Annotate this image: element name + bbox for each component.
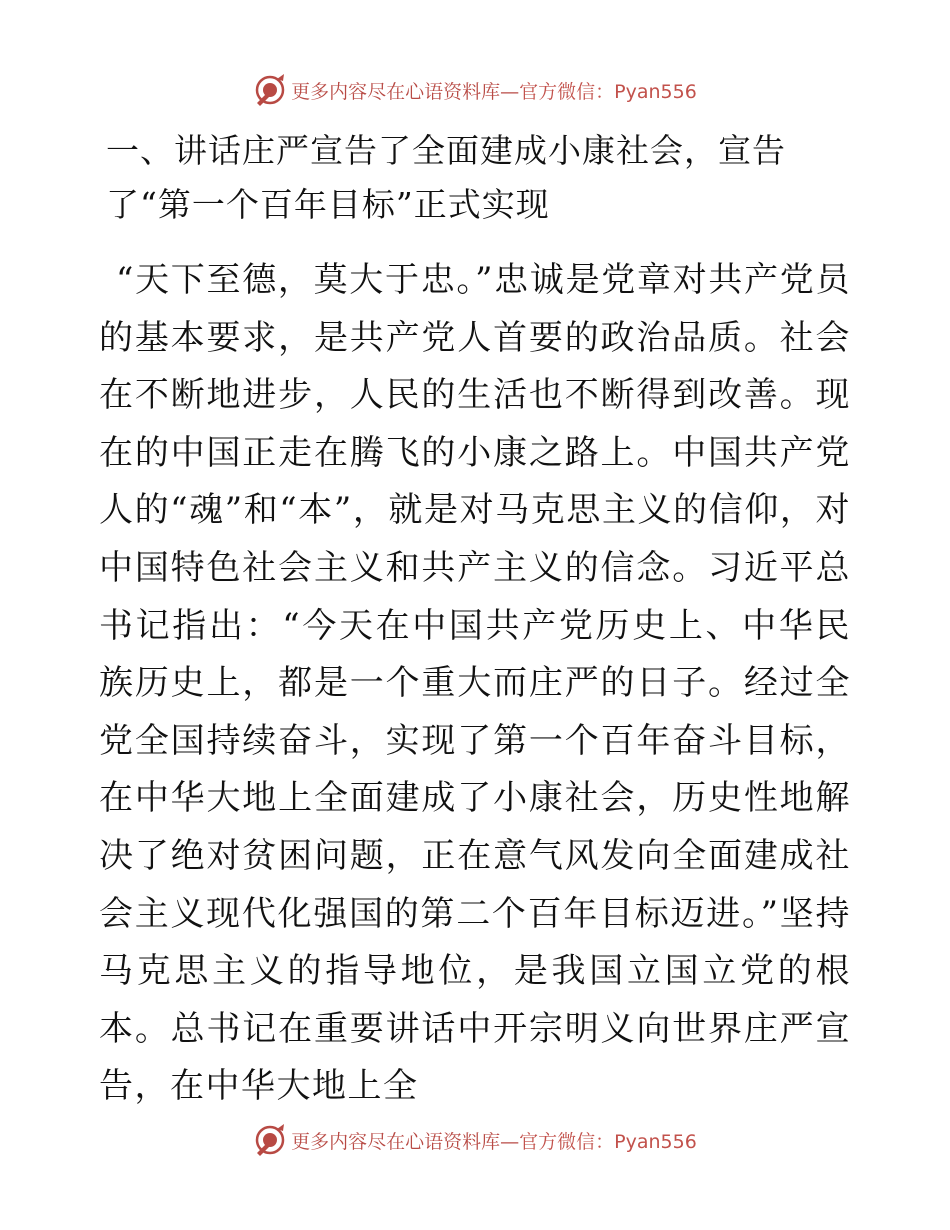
watermark-contact-text: 官方微信：Pyan556 <box>519 80 697 103</box>
watermark-main-text: 更多内容尽在心语资料库— <box>291 1130 520 1153</box>
watermark-contact-text: 官方微信：Pyan556 <box>519 1130 697 1153</box>
header-watermark <box>0 70 950 110</box>
section-heading: 一、讲话庄严宣告了全面建成小康社会，宣告了“第一个百年目标”正式实现 <box>106 131 786 224</box>
watermark-main-text: 更多内容尽在心语资料库— <box>291 80 520 103</box>
body-paragraph: “天下至德，莫大于忠。”忠诚是党章对共产党员的基本要求，是共产党人首要的政治品质。社会在不断地进步，人民的生活也不断得到改善。现在的中国正走在腾飞的小康之路上。中国共产党人的“魂”和“本”，就是对马克思主义的信仰，对中国特色社会主义和共产主义的信念。习近平总书记指出：“今天在中国共产党历史上、中华民族历史上，都是一个重大而庄严的日子。经过全党全国持续奋斗，实现了第一个百年奋斗目标，在中华大地上全面建成了小康社会，历史性地解决了绝对贫困问题，正在意气风发向全面建成社会主义现代化强国的第二个百年目标迈进。”坚持马克思主义的指导地位，是我国立国立党的根本。总书记在重要讲话中开宗明义向世界庄严宣告，在中华大地上全 <box>99 260 851 1107</box>
footer-watermark <box>0 1120 950 1160</box>
pen-seal-logo-icon <box>253 73 287 107</box>
pen-seal-logo-icon <box>253 1123 287 1157</box>
